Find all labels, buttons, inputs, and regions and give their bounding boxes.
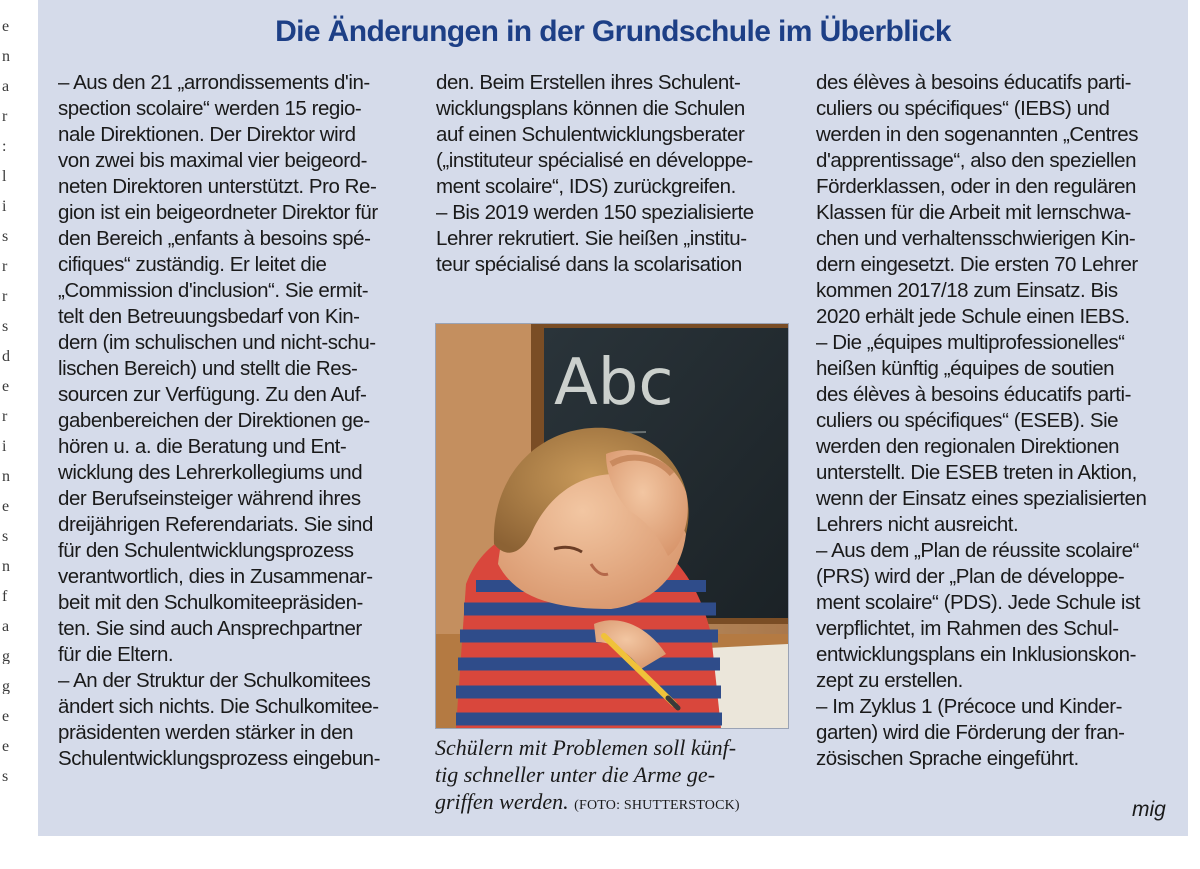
edge-fragment-letter: i [2,440,7,454]
col1-line: dreijährigen Referendariats. Sie sind [58,513,373,536]
edge-fragment-letter: f [2,590,8,604]
col3-line: – Aus dem „Plan de réussite scolaire“ [816,539,1139,562]
col1-line: telt den Betreuungsbedarf von Kin- [58,305,360,328]
caption-line-3-text: griffen werden. [435,789,569,814]
col1-line: der Berufseinsteiger während ihres [58,487,361,510]
col1-line: beit mit den Schulkomiteepräsiden- [58,591,363,614]
edge-fragment-letter: g [2,650,10,664]
col3-line: Lehrers nicht ausreicht. [816,513,1019,536]
col1-line: gion ist ein beigeordneter Direktor für [58,201,378,224]
text-column-2 [436,70,801,278]
col3-line: entwicklungsplans ein Inklusionskon- [816,643,1136,666]
col3-line: des élèves à besoins éducatifs parti- [816,71,1131,94]
col3-line: kommen 2017/18 zum Einsatz. Bis [816,279,1118,302]
edge-fragment-letter: d [2,350,10,364]
col3-line: werden den regionalen Direktionen [816,435,1120,458]
edge-fragment-letter: r [2,290,8,304]
edge-fragment-letter: r [2,110,8,124]
edge-fragment-letter: e [2,20,10,34]
col3-line: wenn der Einsatz eines spezialisierten [816,487,1147,510]
col3-line: culiers ou spécifiques“ (IEBS) und [816,97,1110,120]
col1-line: von zwei bis maximal vier beigeord- [58,149,367,172]
col1-line: dern (im schulischen und nicht-schu- [58,331,376,354]
col3-line: 2020 erhält jede Schule einen IEBS. [816,305,1130,328]
col3-line: ment scolaire“ (PDS). Jede Schule ist [816,591,1141,614]
edge-fragment-letter: e [2,710,10,724]
col3-line: chen und verhaltensschwierigen Kin- [816,227,1136,250]
col3-line: heißen künftig „équipes de soutien [816,357,1115,380]
col2-line: Lehrer rekrutiert. Sie heißen „institu- [436,227,747,250]
edge-fragment-letter: r [2,410,8,424]
col1-line: präsidenten werden stärker in den [58,721,354,744]
col1-line: für die Eltern. [58,643,174,666]
photo [435,323,789,729]
photo-credit: (FOTO: SHUTTERSTOCK) [574,798,740,813]
text-column-3 [816,70,1181,772]
edge-fragment-letter: a [2,80,10,94]
author-tag: mig [1132,798,1166,821]
col1-line: Schulentwicklungsprozess eingebun- [58,747,381,770]
col2-line: („instituteur spécialisé en développe- [436,149,753,172]
col2-line: wicklungsplans können die Schulen [436,97,745,120]
edge-fragment-letter: s [2,320,9,334]
blackboard-text: Abc [554,346,674,420]
col3-line: werden in den sogenannten „Centres [816,123,1139,146]
text-column-1 [58,70,433,772]
col1-line: ten. Sie sind auch Ansprechpartner [58,617,362,640]
info-box [38,0,1188,836]
col1-line: spection scolaire“ werden 15 regio- [58,97,362,120]
edge-fragment-letter: e [2,500,10,514]
col3-line: unterstellt. Die ESEB treten in Aktion, [816,461,1137,484]
col1-line: ändert sich nichts. Die Schulkomitee- [58,695,379,718]
col3-line: zösischen Sprache eingeführt. [816,747,1079,770]
edge-fragment-letter: n [2,560,10,574]
caption-line-3 [435,788,795,815]
edge-fragment-letter: s [2,530,9,544]
edge-fragment-letter: l [2,170,7,184]
col1-line: cifiques“ zuständig. Er leitet die [58,253,327,276]
col1-line: sourcen zur Verfügung. Zu den Auf- [58,383,367,406]
adjacent-article-edge [0,0,30,869]
col1-line: neten Direktoren unterstützt. Pro Re- [58,175,377,198]
col3-line: – Im Zyklus 1 (Précoce und Kinder- [816,695,1122,718]
col1-line: „Commission d'inclusion“. Sie ermit- [58,279,369,302]
photo-caption [435,734,795,815]
col3-line: Klassen für die Arbeit mit lernschwa- [816,201,1131,224]
col1-line: wicklung des Lehrerkollegiums und [58,461,363,484]
col3-line: verpflichtet, im Rahmen des Schul- [816,617,1119,640]
col1-line: den Bereich „enfants à besoins spé- [58,227,371,250]
edge-fragment-letter: : [2,140,7,154]
col3-line: – Die „équipes multiprofessionelles“ [816,331,1125,354]
edge-fragment-letter: a [2,620,10,634]
col1-line: lischen Bereich) und stellt die Res- [58,357,358,380]
col3-line: (PRS) wird der „Plan de développe- [816,565,1125,588]
edge-fragment-letter: n [2,470,10,484]
col2-line: den. Beim Erstellen ihres Schulent- [436,71,741,94]
edge-fragment-letter: r [2,260,8,274]
col1-line: hören u. a. die Beratung und Ent- [58,435,347,458]
headline: Die Änderungen in der Grundschule im Überblick [275,15,951,48]
caption-line-2: tig schneller unter die Arme ge- [435,762,716,787]
col1-line: verantwortlich, dies in Zusammenar- [58,565,373,588]
edge-fragment-letter: s [2,770,9,784]
caption-line-1: Schülern mit Problemen soll künf- [435,735,737,760]
col3-line: zept zu erstellen. [816,669,963,692]
col1-line: für den Schulentwicklungsprozess [58,539,354,562]
col3-line: dern eingesetzt. Die ersten 70 Lehrer [816,253,1138,276]
edge-fragment-letter: n [2,50,10,64]
edge-fragment-letter: i [2,200,7,214]
col1-line: – Aus den 21 „arrondissements d'in- [58,71,370,94]
col3-line: d'apprentissage“, also den speziellen [816,149,1137,172]
col3-line: garten) wird die Förderung der fran- [816,721,1125,744]
col1-line: – An der Struktur der Schulkomitees [58,669,371,692]
col2-line: ment scolaire“, IDS) zurückgreifen. [436,175,736,198]
edge-fragment-letter: g [2,680,10,694]
col3-line: culiers ou spécifiques“ (ESEB). Sie [816,409,1119,432]
col2-line: auf einen Schulentwicklungsberater [436,123,745,146]
col2-line: – Bis 2019 werden 150 spezialisierte [436,201,754,224]
col3-line: Förderklassen, oder in den regulären [816,175,1136,198]
edge-fragment-letter: e [2,740,10,754]
edge-fragment-letter: e [2,380,10,394]
col1-line: nale Direktionen. Der Direktor wird [58,123,356,146]
col3-line: des élèves à besoins éducatifs parti- [816,383,1131,406]
col1-line: gabenbereichen der Direktionen ge- [58,409,370,432]
edge-fragment-letter: s [2,230,9,244]
col2-line: teur spécialisé dans la scolarisation [436,253,742,276]
